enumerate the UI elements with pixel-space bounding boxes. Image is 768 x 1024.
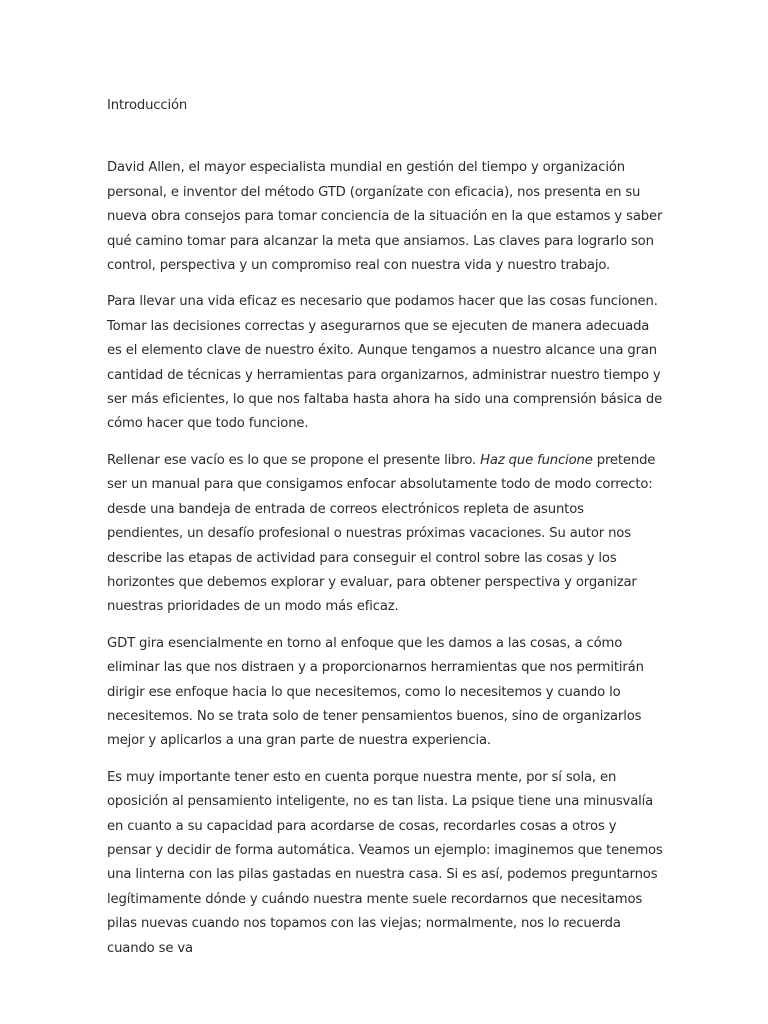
paragraph-4: GDT gira esencialmente en torno al enfoque que les damos a las cosas, a cómo eliminar las que nos distraen y a proporcionarnos herramientas que nos permitirán dirigir ese enfoque hacia lo que necesitemos, como lo necesitemos y cuando lo necesitemos. No se trata solo de tener pensamientos buenos, sino de organizarlos mejor y aplicarlos a una gran parte de nuestra experiencia. bbox=[107, 635, 644, 749]
paragraph-1: David Allen, el mayor especialista mundial en gestión del tiempo y organización personal, e inventor del método GTD (organízate con eficacia), nos presenta en su nueva obra consejos para tomar conciencia de la situación en la que estamos y saber qué camino tomar para alcanzar la meta que ansiamos. Las claves para lograrlo son control, perspectiva y un compromiso real con nuestra vida y nuestro trabajo. bbox=[107, 160, 663, 274]
paragraph-3-text-start: Rellenar ese vacío es lo que se propone el presente libro. bbox=[107, 452, 481, 468]
paragraph-3-text-end: pretende ser un manual para que consigamos enfocar absolutamente todo de modo correcto: desde una bandeja de entrada de correos electrónicos repleta de asuntos pendientes, un desafío profesional o nuestras próximas vacaciones. Su autor nos describe las etapas de actividad para conseguir el control sobre las cosas y los horizontes que debemos explorar y evaluar, para obtener perspectiva y organizar nuestras prioridades de un modo más eficaz. bbox=[107, 452, 656, 615]
document-page bbox=[107, 94, 663, 973]
paragraph-5: Es muy importante tener esto en cuenta porque nuestra mente, por sí sola, en oposición al pensamiento inteligente, no es tan lista. La psique tiene una minusvalía en cuanto a su capacidad para acordarse de cosas, recordarles cosas a otros y pensar y decidir de forma automática. Veamos un ejemplo: imaginemos que tenemos una linterna con las pilas gastadas en nuestra casa. Si es así, podemos preguntarnos legítimamente dónde y cuándo nuestra mente suele recordarnos que necesitamos pilas nuevas cuando nos topamos con las viejas; normalmente, nos lo recuerda cuando se va bbox=[107, 769, 663, 956]
paragraph-3 bbox=[107, 449, 663, 620]
book-title-italic: Haz que funcione bbox=[480, 452, 593, 468]
paragraph-2: Para llevar una vida eficaz es necesario que podamos hacer que las cosas funcionen. Tomar las decisiones correctas y asegurarnos que se ejecuten de manera adecuada es el elemento clave de nuestro éxito. Aunque tengamos a nuestro alcance una gran cantidad de técnicas y herramientas para organizarnos, administrar nuestro tiempo y ser más eficientes, lo que nos faltaba hasta ahora ha sido una comprensión básica de cómo hacer que todo funcione. bbox=[107, 294, 663, 432]
document-heading: Introducción bbox=[107, 98, 188, 113]
